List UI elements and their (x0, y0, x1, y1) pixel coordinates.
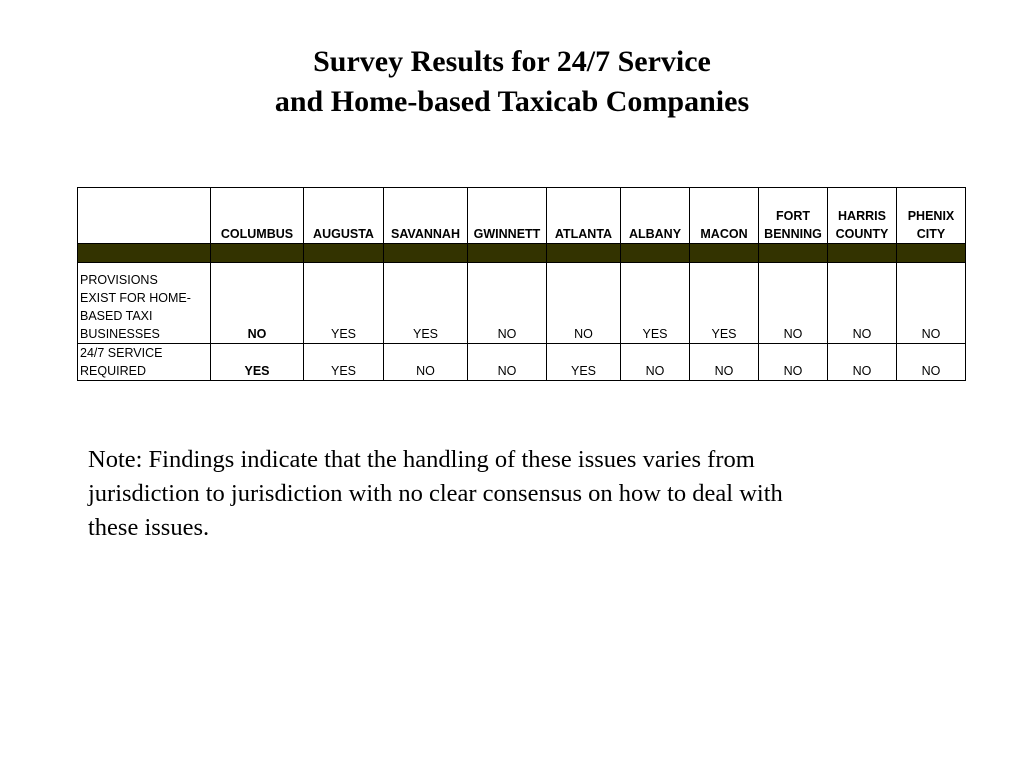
table-cell: NO (621, 344, 690, 381)
column-header: ATLANTA (547, 188, 621, 244)
header-corner-cell (78, 188, 211, 244)
divider-cell (828, 244, 897, 263)
table-cell: YES (384, 263, 468, 344)
column-header: ALBANY (621, 188, 690, 244)
column-header: AUGUSTA (304, 188, 384, 244)
column-header: FORT BENNING (759, 188, 828, 244)
divider-cell (621, 244, 690, 263)
column-header: PHENIX CITY (897, 188, 966, 244)
divider-cell (759, 244, 828, 263)
note-paragraph (88, 443, 918, 545)
table-cell: YES (211, 344, 304, 381)
survey-table (77, 187, 966, 381)
table-cell: NO (897, 344, 966, 381)
divider-cell (468, 244, 547, 263)
table-cell: NO (690, 344, 759, 381)
table-cell: NO (468, 263, 547, 344)
divider-cell (547, 244, 621, 263)
divider-cell (384, 244, 468, 263)
table-cell: NO (897, 263, 966, 344)
table-cell: YES (547, 344, 621, 381)
table-cell: NO (828, 263, 897, 344)
note-line-1: Note: Findings indicate that the handling of these issues varies from (88, 446, 755, 473)
column-header: MACON (690, 188, 759, 244)
table-divider-bar (78, 244, 966, 263)
table-cell: NO (759, 263, 828, 344)
table-cell: NO (547, 263, 621, 344)
divider-cell (897, 244, 966, 263)
table-cell: NO (828, 344, 897, 381)
table-cell: YES (304, 263, 384, 344)
divider-cell (304, 244, 384, 263)
divider-cell (78, 244, 211, 263)
table-cell: NO (759, 344, 828, 381)
table-header-row (78, 188, 966, 244)
slide-title (0, 42, 1024, 122)
table-row (78, 263, 966, 344)
table-cell: NO (468, 344, 547, 381)
column-header: COLUMBUS (211, 188, 304, 244)
row-label: PROVISIONS EXIST FOR HOME- BASED TAXI BUSINESSES (78, 263, 211, 344)
note-line-3: these issues. (88, 514, 210, 541)
table-cell: YES (690, 263, 759, 344)
table-cell: NO (384, 344, 468, 381)
table-cell: YES (304, 344, 384, 381)
table-cell: YES (621, 263, 690, 344)
table-cell: NO (211, 263, 304, 344)
column-header: GWINNETT (468, 188, 547, 244)
note-line-2: jurisdiction to jurisdiction with no clear consensus on how to deal with (88, 480, 783, 507)
row-label: 24/7 SERVICE REQUIRED (78, 344, 211, 381)
column-header: HARRIS COUNTY (828, 188, 897, 244)
table-row (78, 344, 966, 381)
slide-title-line-1: Survey Results for 24/7 Service (313, 45, 711, 78)
slide-title-line-2: and Home-based Taxicab Companies (274, 85, 750, 118)
divider-cell (690, 244, 759, 263)
divider-cell (211, 244, 304, 263)
column-header: SAVANNAH (384, 188, 468, 244)
